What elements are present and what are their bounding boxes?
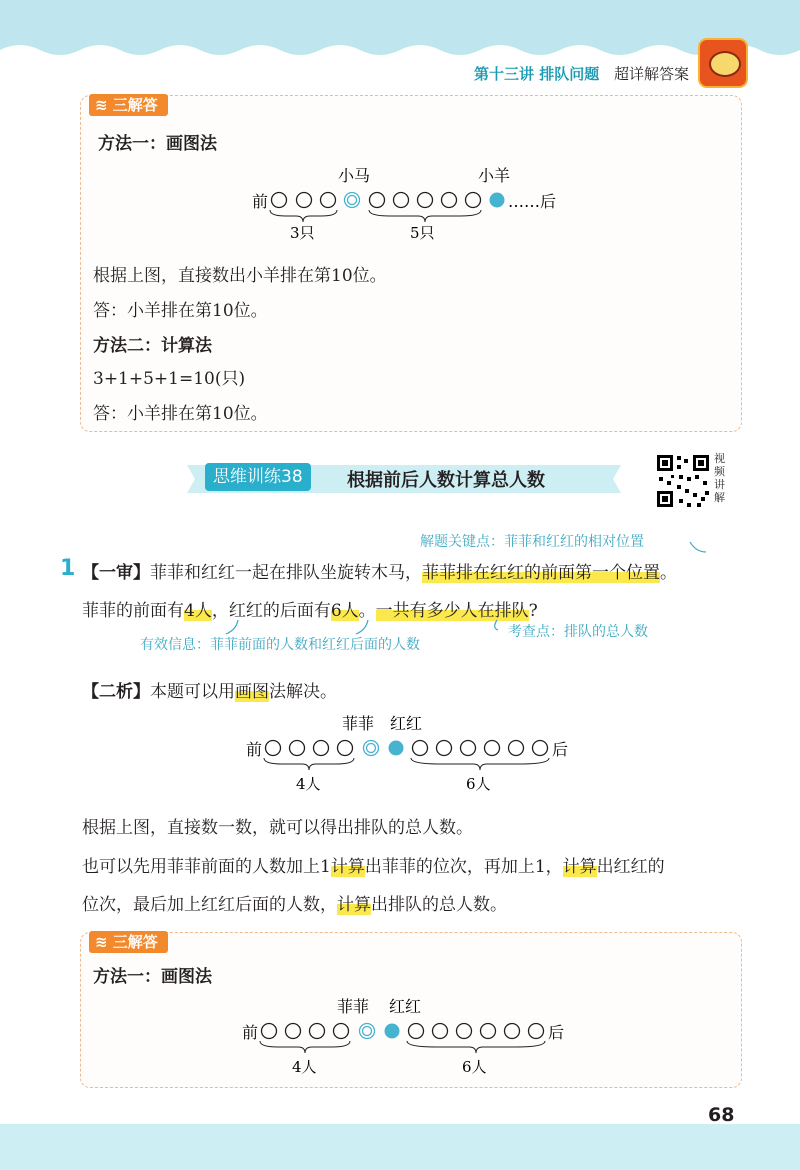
problem-line1 — [82, 558, 677, 583]
problem-text-2a: 菲菲的前面有 — [82, 601, 184, 621]
highlight-calc-1: 计算 — [330, 857, 365, 877]
explain-text-2c: 出红红的 — [596, 857, 665, 877]
count-4: 4人 — [292, 1058, 317, 1076]
box1-answer2: 答：小羊排在第10位。 — [93, 404, 268, 424]
explain-line3 — [82, 890, 507, 915]
method-two-title: 方法二：计算法 — [93, 336, 212, 356]
problem-number: 1 — [60, 556, 76, 581]
annotation-valid-info: 有效信息：菲菲前面的人数和红红后面的人数 — [140, 637, 420, 653]
annotation-exam-point: 考查点：排队的总人数 — [508, 624, 648, 640]
problem-line2 — [82, 596, 538, 621]
qr-label: 视频讲解 — [714, 452, 725, 504]
method-one-title: 方法一：画图法 — [98, 134, 217, 154]
analysis-text-a: 本题可以用 — [150, 682, 235, 702]
problem-text-1: 菲菲和红红一起在排队坐旋转木马， — [150, 563, 422, 583]
label-honghong: 红红 — [389, 997, 422, 1016]
label-honghong: 红红 — [390, 714, 423, 733]
count-6: 6人 — [466, 775, 491, 793]
front-label: 前 — [242, 1023, 259, 1042]
front-label: 前 — [252, 192, 269, 211]
count-3: 3只 — [290, 224, 315, 242]
bottom-wave-decoration — [0, 1124, 800, 1170]
label-xiaoma: 小马 — [338, 166, 371, 185]
chapter-title: 第十三讲 排队问题 — [474, 65, 600, 83]
label-feifei: 菲菲 — [337, 997, 370, 1016]
problem-text-2b: ，红红的后面有 — [211, 601, 331, 621]
book-logo — [698, 38, 748, 88]
highlight-6-people: 6人 — [330, 601, 359, 621]
back-label: 后 — [548, 1023, 565, 1042]
explain-text-2a: 也可以先用菲菲前面的人数加上1 — [82, 857, 331, 877]
chapter-subtitle: 超详解答案 — [614, 65, 690, 83]
problem-text-2c: 。 — [358, 601, 376, 621]
answer-box-2 — [80, 932, 742, 1088]
front-label: 前 — [246, 740, 263, 759]
analysis-text-b: 法解决。 — [269, 682, 337, 702]
problem-text-2-end: ? — [528, 601, 538, 621]
box1-answer1: 答：小羊排在第10位。 — [93, 301, 268, 321]
analysis-line — [82, 677, 337, 702]
answer-tag: ≋ 三解答 — [89, 931, 168, 953]
highlight-calc-2: 计算 — [562, 857, 597, 877]
highlight-4-people: 4人 — [184, 601, 212, 621]
highlight-draw: 画图 — [235, 682, 269, 702]
explain-text-2b: 出菲菲的位次，再加上1， — [364, 857, 563, 877]
highlight-calc-3: 计算 — [337, 895, 371, 915]
banner-tag: 思维训练38 — [205, 463, 311, 491]
problem-text-1-end: 。 — [660, 563, 677, 583]
step-one-label: 【一审】 — [82, 563, 150, 583]
banner-title: 根据前后人数计算总人数 — [347, 470, 545, 491]
explain-text-3b: 出排队的总人数。 — [371, 895, 507, 915]
explain-text-3a: 位次，最后加上红红后面的人数， — [82, 895, 337, 915]
explain-line2 — [82, 852, 665, 877]
label-feifei: 菲菲 — [342, 714, 375, 733]
back-label: 后 — [552, 740, 569, 759]
highlight-key-condition: 菲菲排在红红的前面第一个位置 — [422, 563, 660, 583]
top-wave-decoration — [0, 0, 800, 60]
annotation-arrow-1 — [688, 540, 708, 556]
page-number: 68 — [708, 1104, 735, 1126]
annotation-key-point: 解题关键点：菲菲和红红的相对位置 — [420, 534, 644, 550]
count-5: 5只 — [410, 224, 435, 242]
back-label: ……后 — [508, 192, 557, 211]
box1-line1: 根据上图，直接数出小羊排在第10位。 — [93, 266, 387, 286]
label-xiaoyang: 小羊 — [478, 166, 511, 185]
qr-code[interactable] — [655, 453, 711, 509]
calc-expression: 3+1+5+1=10(只) — [93, 369, 246, 389]
explain-line1: 根据上图，直接数一数，就可以得出排队的总人数。 — [82, 818, 473, 838]
count-6: 6人 — [462, 1058, 487, 1076]
step-two-label: 【二析】 — [82, 682, 150, 702]
answer-tag: ≋ 三解答 — [89, 94, 168, 116]
highlight-question: 一共有多少人在排队 — [375, 601, 529, 621]
method-one-title-2: 方法一：画图法 — [93, 967, 212, 987]
count-4: 4人 — [296, 775, 321, 793]
